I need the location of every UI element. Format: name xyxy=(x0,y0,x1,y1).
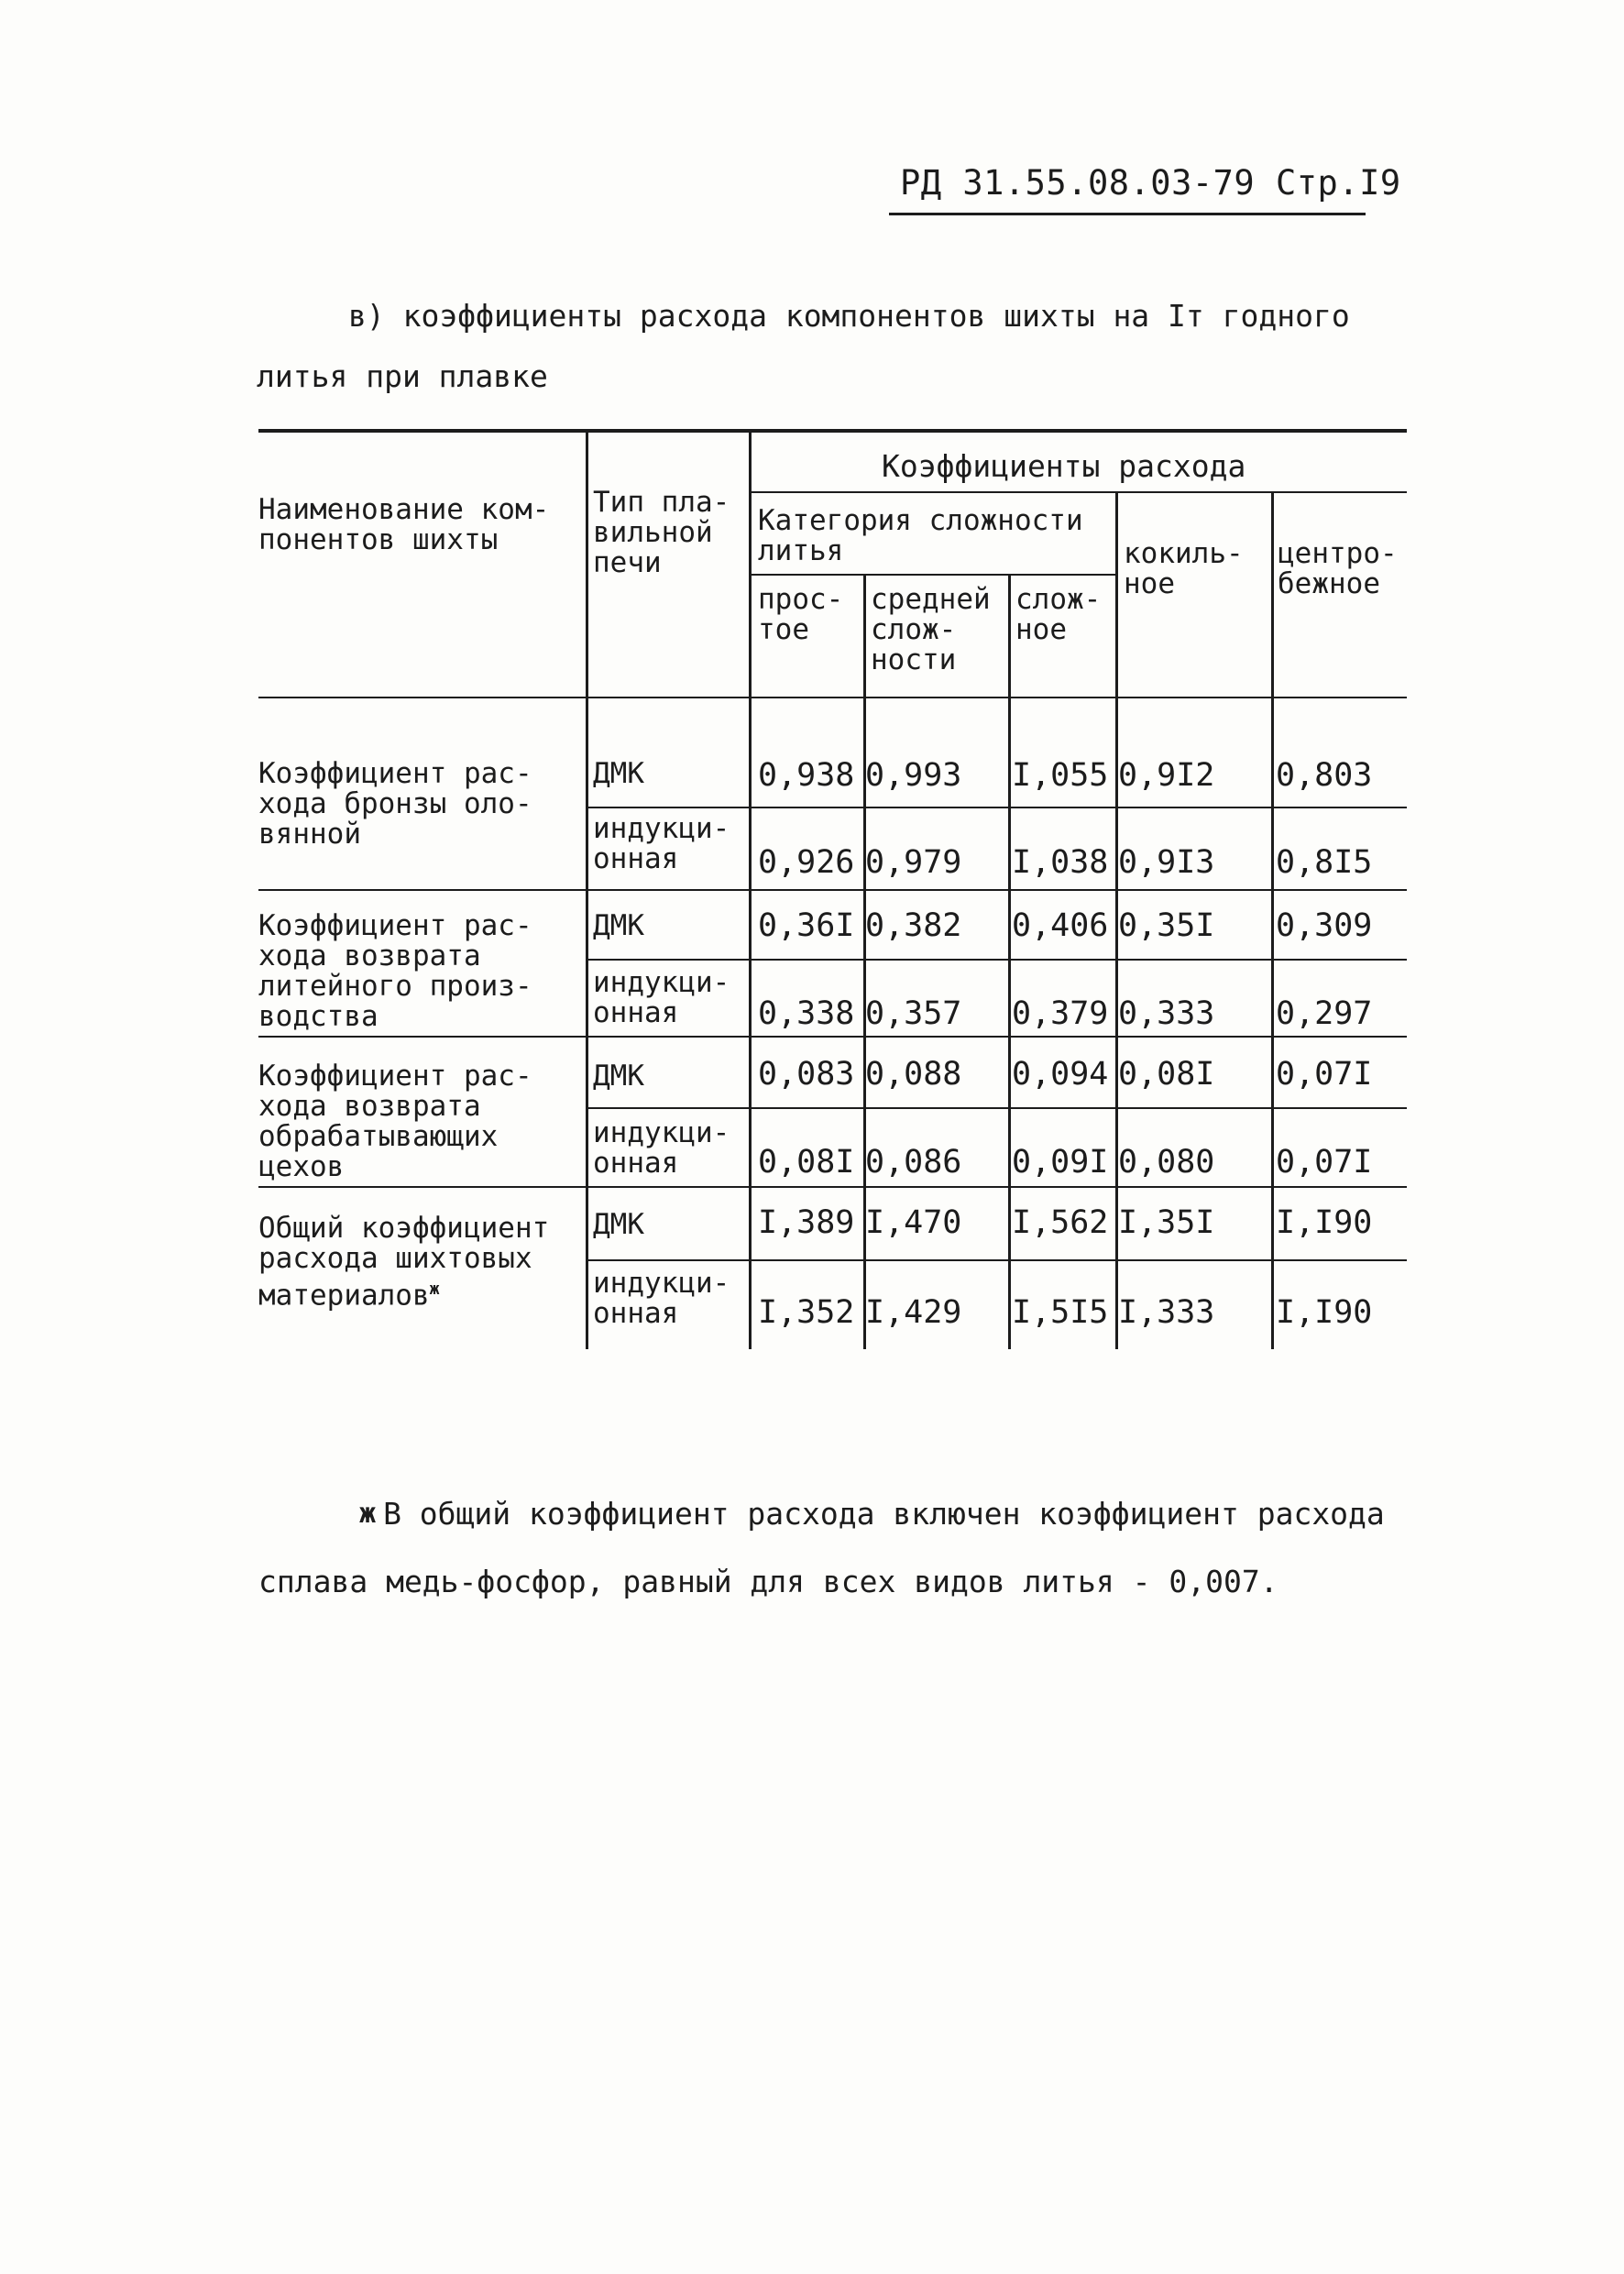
row-2-mid-rule xyxy=(586,959,1407,961)
col-rule-1 xyxy=(586,429,588,1349)
subgroup-header-complexity: Категория сложности литья xyxy=(758,504,1083,567)
value-cell: 0,35I xyxy=(1118,907,1215,944)
row-4-furnace-2: индукци- онная xyxy=(593,1267,730,1330)
row-1-mid-rule xyxy=(586,807,1407,808)
value-cell: 0,338 xyxy=(758,995,855,1032)
header-underline xyxy=(889,213,1366,215)
col-header-component: Наименование ком- понентов шихты xyxy=(258,493,550,556)
col-rule-2 xyxy=(749,429,752,1349)
value-cell: 0,926 xyxy=(758,844,855,881)
col-header-medium: средней слож- ности xyxy=(871,583,991,676)
value-cell: I,055 xyxy=(1012,757,1109,794)
footnote-marker: ж xyxy=(429,1280,440,1299)
row-3-mid-rule xyxy=(586,1107,1407,1109)
row-2-furnace-1: ДМК xyxy=(593,909,644,942)
value-cell: 0,938 xyxy=(758,757,855,794)
value-cell: 0,08I xyxy=(758,1144,855,1181)
row-4-mid-rule xyxy=(586,1259,1407,1261)
footnote xyxy=(258,1480,1404,1616)
footnote-line-2: сплава медь-фосфор, равный для всех видов литья - 0,007. xyxy=(258,1564,1278,1599)
value-cell: 0,382 xyxy=(865,907,962,944)
row-1-component: Коэффициент рас- хода бронзы оло- вянной xyxy=(258,757,532,851)
value-cell: I,038 xyxy=(1012,844,1109,881)
value-cell: 0,9I2 xyxy=(1118,757,1215,794)
value-cell: I,5I5 xyxy=(1012,1294,1109,1331)
table-top-rule xyxy=(258,429,1407,433)
intro-text xyxy=(257,286,1384,407)
value-cell: 0,088 xyxy=(865,1056,962,1093)
row-2-furnace-2: индукци- онная xyxy=(593,966,730,1029)
value-cell: 0,08I xyxy=(1118,1056,1215,1093)
row-1-furnace-2: индукци- онная xyxy=(593,812,730,875)
value-cell: 0,309 xyxy=(1276,907,1373,944)
value-cell: 0,357 xyxy=(865,995,962,1032)
col-header-furnace: Тип пла- вильной печи xyxy=(593,486,730,579)
coefficients-table xyxy=(258,429,1407,1349)
footnote-mark: ж xyxy=(359,1498,377,1530)
group-header-coefficients: Коэффициенты расхода xyxy=(882,448,1246,484)
footnote-text-1: В общий коэффициент расхода включен коэффициент расхода xyxy=(383,1496,1385,1532)
value-cell: I,I90 xyxy=(1276,1294,1373,1331)
row-4-furnace-1: ДМК xyxy=(593,1208,644,1241)
value-cell: I,562 xyxy=(1012,1204,1109,1241)
value-cell: 0,083 xyxy=(758,1056,855,1093)
row-4-component-text: Общий коэффициент расхода шихтовых материалов xyxy=(258,1212,550,1313)
subgroup-title-rule xyxy=(749,574,1115,576)
row-3-component: Коэффициент рас- хода возврата обрабатывающих цехов xyxy=(258,1060,532,1183)
footnote-line-1 xyxy=(258,1480,1404,1548)
value-cell: 0,297 xyxy=(1276,995,1373,1032)
col-rule-4 xyxy=(1008,574,1011,1349)
row-3-furnace-1: ДМК xyxy=(593,1060,644,1093)
value-cell: I,389 xyxy=(758,1204,855,1241)
col-header-simple: прос- тое xyxy=(758,583,844,646)
value-cell: 0,379 xyxy=(1012,995,1109,1032)
intro-line-2: литья при плавке xyxy=(257,358,548,394)
col-header-complex: слож- ное xyxy=(1015,583,1102,646)
value-cell: 0,07I xyxy=(1276,1056,1373,1093)
value-cell: 0,086 xyxy=(865,1144,962,1181)
row-1-furnace-1: ДМК xyxy=(593,757,644,790)
page-header: РД 31.55.08.03-79 Стр.I9 xyxy=(900,163,1401,203)
value-cell: 0,07I xyxy=(1276,1144,1373,1181)
row-4-component xyxy=(258,1214,549,1311)
group-title-rule xyxy=(749,491,1407,493)
row-3-bottom-rule xyxy=(258,1186,1407,1188)
col-header-centrifugal: центро- бежное xyxy=(1278,537,1398,600)
value-cell: I,470 xyxy=(865,1204,962,1241)
value-cell: I,333 xyxy=(1118,1294,1215,1331)
value-cell: 0,36I xyxy=(758,907,855,944)
value-cell: 0,080 xyxy=(1118,1144,1215,1181)
row-2-component: Коэффициент рас- хода возврата литейного произ- водства xyxy=(258,909,532,1033)
value-cell: 0,993 xyxy=(865,757,962,794)
value-cell: I,35I xyxy=(1118,1204,1215,1241)
value-cell: 0,8I5 xyxy=(1276,844,1373,881)
header-bottom-rule xyxy=(258,697,1407,698)
value-cell: 0,803 xyxy=(1276,757,1373,794)
value-cell: I,352 xyxy=(758,1294,855,1331)
value-cell: I,429 xyxy=(865,1294,962,1331)
value-cell: 0,9I3 xyxy=(1118,844,1215,881)
col-rule-6 xyxy=(1271,491,1274,1349)
value-cell: 0,09I xyxy=(1012,1144,1109,1181)
value-cell: I,I90 xyxy=(1276,1204,1373,1241)
value-cell: 0,094 xyxy=(1012,1056,1109,1093)
value-cell: 0,406 xyxy=(1012,907,1109,944)
row-1-bottom-rule xyxy=(258,889,1407,891)
value-cell: 0,333 xyxy=(1118,995,1215,1032)
value-cell: 0,979 xyxy=(865,844,962,881)
intro-line-1: в) коэффициенты расхода компонентов шихты на Iт годного xyxy=(348,298,1350,334)
col-header-chill: кокиль- ное xyxy=(1124,537,1244,600)
row-3-furnace-2: индукци- онная xyxy=(593,1116,730,1180)
row-2-bottom-rule xyxy=(258,1036,1407,1038)
